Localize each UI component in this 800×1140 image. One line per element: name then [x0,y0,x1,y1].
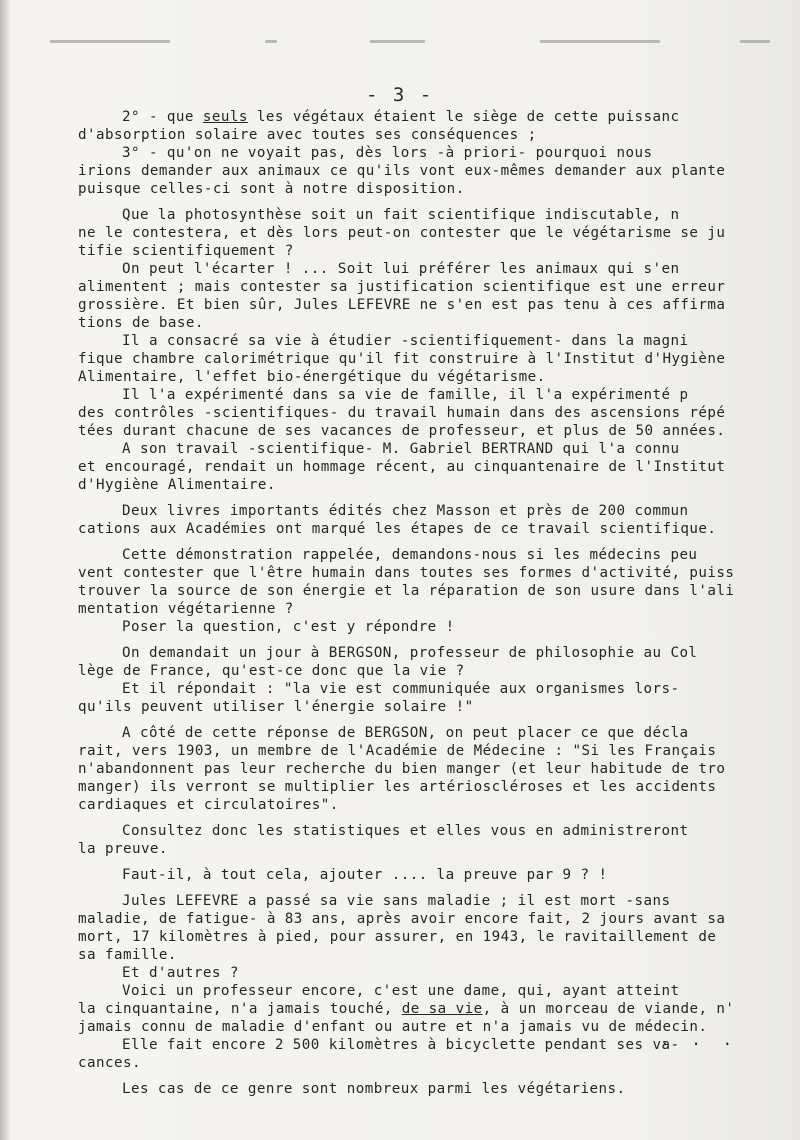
text-line: Poser la question, c'est y répondre ! [86,619,455,635]
text-line: sa famille. [78,947,177,963]
text-line: qu'ils peuvent utiliser l'énergie solaire !" [78,699,474,715]
text-line: la cinquantaine, n'a jamais touché, de sa vie, à un morceau de viande, n' [78,1001,735,1017]
text-line: Alimentaire, l'effet bio-énergétique du végétarisme. [78,369,546,385]
text-line: rait, vers 1903, un membre de l'Académie de Médecine : "Si les Français [78,743,717,759]
text-line: tées durant chacune de ses vacances de professeur, et plus de 50 années. [78,423,726,439]
text-line: cations aux Académies ont marqué les étapes de ce travail scientifique. [78,521,717,537]
text-line: manger) ils verront se multiplier les artérioscléroses et les accidents [78,779,717,795]
text-line: On demandait un jour à BERGSON, professeur de philosophie au Col [86,645,698,661]
text-line: d'absorption solaire avec toutes ses conséquences ; [78,127,537,143]
text-line: tions de base. [78,315,204,331]
text-line: irions demander aux animaux ce qu'ils vont eux-mêmes demander aux plante [78,163,726,179]
text-line: Que la photosynthèse soit un fait scientifique indiscutable, n [86,207,680,223]
text-line: Et il répondait : "la vie est communiquée aux organismes lors- [86,681,680,697]
text-line: des contrôles -scientifiques- du travail humain dans des ascensions répé [78,405,726,421]
text-line: Jules LEFEVRE a passé sa vie sans maladie ; il est mort -sans [86,893,671,909]
underlined-word: de sa vie [401,1001,483,1017]
scan-mark [740,40,770,43]
text-line: Consultez donc les statistiques et elles vous en administreront [86,823,689,839]
text-line: grossière. Et bien sûr, Jules LEFEVRE ne s'en est pas tenu à ces affirma [78,297,726,313]
text-line: et encouragé, rendait un hommage récent, au cinquantenaire de l'Institut [78,459,726,475]
text-line: On peut l'écarter ! ... Soit lui préférer les animaux qui s'en [86,261,680,277]
underlined-word: seuls [202,109,248,125]
text-line: Cette démonstration rappelée, demandons-nous si les médecins peu [86,547,698,563]
header-scan-marks [40,36,780,48]
text-line: Il a consacré sa vie à étudier -scientifiquement- dans la magni [86,333,689,349]
text-line: Deux livres importants édités chez Masson et près de 200 commun [86,503,689,519]
text-line: Elle fait encore 2 500 kilomètres à bicyclette pendant ses va- [86,1037,680,1053]
text-line: d'Hygiène Alimentaire. [78,477,276,493]
text-line: maladie, de fatigue- à 83 ans, après avoir encore fait, 2 jours avant sa [78,911,726,927]
text-line: jamais connu de maladie d'enfant ou autre et n'a jamais vu de médecin. [78,1019,708,1035]
text-line: Et d'autres ? [86,965,239,981]
continuation-dots: . . . [660,1030,739,1049]
page-number: - 3 - [366,84,434,106]
text-line: vent contester que l'être humain dans toutes ses formes d'activité, puiss [78,565,735,581]
text-line: tifie scientifiquement ? [78,243,294,259]
text-line: fique chambre calorimétrique qu'il fit construire à l'Institut d'Hygiène [78,351,726,367]
text-line: ne le contestera, et dès lors peut-on contester que le végétarisme se ju [78,225,726,241]
text-line: alimentent ; mais contester sa justification scientifique est une erreur [78,279,726,295]
text-line: trouver la source de son énergie et la réparation de son usure dans l'ali [78,583,735,599]
scan-mark [50,40,170,43]
text-line: Il l'a expérimenté dans sa vie de famille, il l'a expérimenté p [86,387,689,403]
text-line: 3° - qu'on ne voyait pas, dès lors -à priori- pourquoi nous [86,145,653,161]
text-line: puisque celles-ci sont à notre disposition. [78,181,465,197]
text-line: A son travail -scientifique- M. Gabriel BERTRAND qui l'a connu [86,441,680,457]
text-line: Les cas de ce genre sont nombreux parmi les végétariens. [86,1081,626,1097]
scan-mark [265,40,277,43]
text-line: mentation végétarienne ? [78,601,294,617]
text-line: lège de France, qu'est-ce donc que la vie ? [78,663,465,679]
text-line: cardiaques et circulatoires". [78,797,339,813]
text-line: la preuve. [78,841,168,857]
body-text [0,108,800,1097]
scan-mark [370,40,425,43]
text-line: n'abandonnent pas leur recherche du bien manger (et leur habitude de tro [78,761,726,777]
text-line: 2° - que seuls les végétaux étaient le siège de cette puissanc [86,109,680,125]
text-line: cances. [78,1055,141,1071]
text-line: A côté de cette réponse de BERGSON, on peut placer ce que décla [86,725,689,741]
text-line: Voici un professeur encore, c'est une dame, qui, ayant atteint [86,983,680,999]
scan-mark [540,40,660,43]
text-line: Faut-il, à tout cela, ajouter .... la preuve par 9 ? ! [86,867,608,883]
text-line: mort, 17 kilomètres à pied, pour assurer, en 1943, le ravitaillement de [78,929,717,945]
